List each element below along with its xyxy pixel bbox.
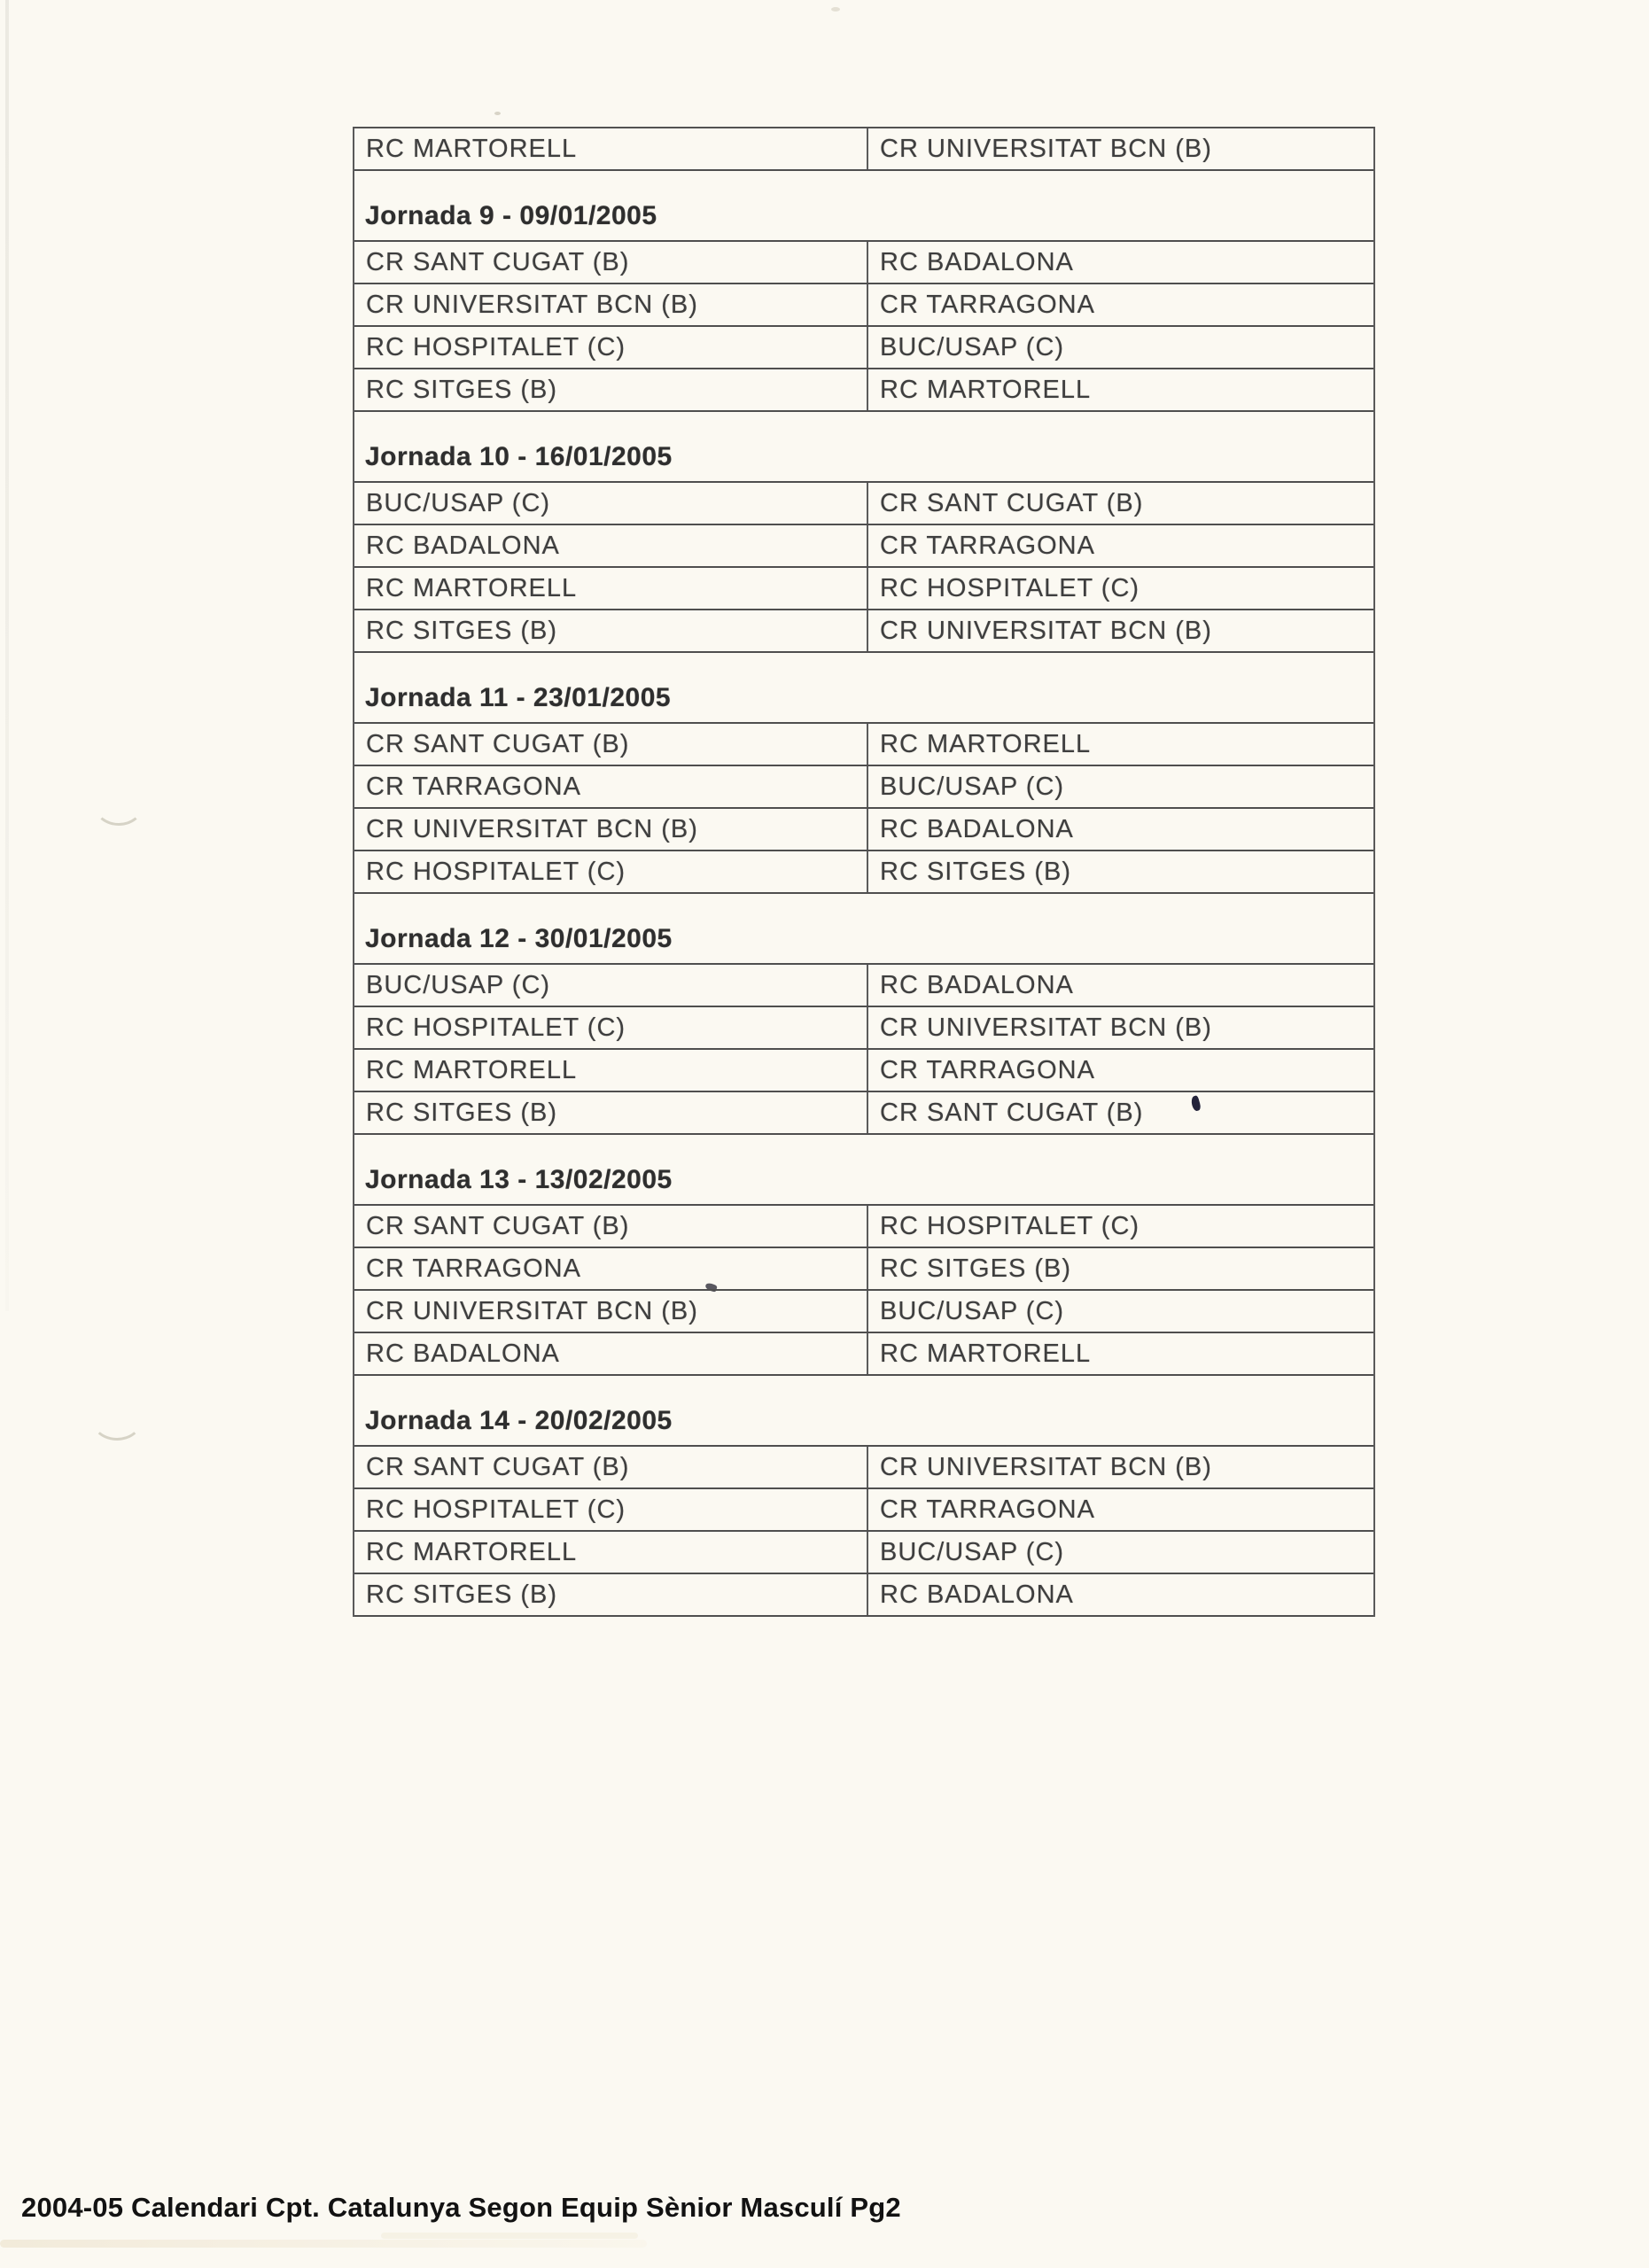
page-footer-caption: 2004-05 Calendari Cpt. Catalunya Segon Equip Sènior Masculí Pg2	[21, 2192, 901, 2223]
away-team-cell: RC MARTORELL	[880, 1339, 1092, 1368]
match-row	[354, 1092, 1373, 1135]
away-team-cell: RC SITGES (B)	[880, 1254, 1072, 1283]
home-team-cell: RC SITGES (B)	[354, 1574, 868, 1615]
home-team-cell: CR UNIVERSITAT BCN (B)	[354, 809, 868, 850]
pencil-mark-arc-2	[91, 1398, 143, 1441]
home-team-cell: CR TARRAGONA	[354, 766, 868, 807]
match-row	[354, 327, 1373, 369]
home-team-cell: CR SANT CUGAT (B)	[354, 1447, 868, 1487]
fixture-table	[353, 127, 1375, 1617]
match-row	[354, 851, 1373, 894]
away-team-cell: CR TARRAGONA	[880, 290, 1095, 319]
home-team-cell: RC SITGES (B)	[354, 1092, 868, 1133]
home-team-cell: RC HOSPITALET (C)	[354, 327, 868, 368]
home-team-cell: BUC/USAP (C)	[354, 483, 868, 524]
away-team-cell: RC SITGES (B)	[880, 857, 1072, 886]
home-team-cell: CR SANT CUGAT (B)	[354, 242, 868, 283]
home-team-cell: CR SANT CUGAT (B)	[354, 1206, 868, 1247]
away-team-cell: RC BADALONA	[880, 247, 1074, 276]
away-team-cell: CR SANT CUGAT (B)	[880, 1098, 1144, 1127]
match-row	[354, 1291, 1373, 1333]
dust-speck-1	[494, 112, 501, 115]
home-team-cell: BUC/USAP (C)	[354, 965, 868, 1006]
pencil-mark-arc-1	[94, 785, 144, 826]
away-team-cell: RC HOSPITALET (C)	[880, 1211, 1140, 1240]
match-row	[354, 1532, 1373, 1574]
away-team-cell: RC BADALONA	[880, 814, 1074, 843]
home-team-cell: RC HOSPITALET (C)	[354, 1489, 868, 1530]
match-row	[354, 284, 1373, 327]
away-team-cell: CR UNIVERSITAT BCN (B)	[880, 616, 1212, 645]
match-row	[354, 1248, 1373, 1291]
match-row	[354, 1050, 1373, 1092]
home-team-cell: RC MARTORELL	[354, 128, 868, 169]
dust-speck-2	[831, 7, 840, 12]
home-team-cell: CR UNIVERSITAT BCN (B)	[354, 1291, 868, 1332]
away-team-cell: RC HOSPITALET (C)	[880, 573, 1140, 602]
round-header-jornada-14: Jornada 14 - 20/02/2005	[354, 1376, 1373, 1447]
home-team-cell: RC HOSPITALET (C)	[354, 851, 868, 892]
home-team-cell: RC MARTORELL	[354, 568, 868, 609]
round-header-jornada-10: Jornada 10 - 16/01/2005	[354, 412, 1373, 483]
away-team-cell: RC MARTORELL	[880, 729, 1092, 758]
away-team-cell: CR TARRAGONA	[880, 1495, 1095, 1524]
away-team-cell: BUC/USAP (C)	[880, 1296, 1065, 1325]
home-team-cell: RC MARTORELL	[354, 1532, 868, 1573]
match-row	[354, 369, 1373, 412]
scan-smudge-bottom-2	[381, 2233, 638, 2239]
away-team-cell: BUC/USAP (C)	[880, 332, 1065, 361]
match-row	[354, 1489, 1373, 1532]
away-team-cell: RC BADALONA	[880, 970, 1074, 999]
away-team-cell: CR SANT CUGAT (B)	[880, 488, 1144, 517]
match-row	[354, 242, 1373, 284]
match-row	[354, 809, 1373, 851]
match-row	[354, 568, 1373, 610]
round-header-jornada-13: Jornada 13 - 13/02/2005	[354, 1135, 1373, 1206]
home-team-cell: RC MARTORELL	[354, 1050, 868, 1091]
match-row	[354, 1333, 1373, 1376]
match-row	[354, 766, 1373, 809]
match-row	[354, 1206, 1373, 1248]
away-team-cell: CR UNIVERSITAT BCN (B)	[880, 134, 1212, 163]
home-team-cell: RC HOSPITALET (C)	[354, 1007, 868, 1048]
away-team-cell: CR UNIVERSITAT BCN (B)	[880, 1452, 1212, 1481]
match-row	[354, 610, 1373, 653]
scan-edge-shadow	[5, 0, 9, 1311]
away-team-cell: RC BADALONA	[880, 1580, 1074, 1609]
match-row	[354, 724, 1373, 766]
home-team-cell: RC SITGES (B)	[354, 610, 868, 651]
match-row	[354, 1574, 1373, 1617]
match-row	[354, 483, 1373, 525]
home-team-cell: RC SITGES (B)	[354, 369, 868, 410]
match-row	[354, 965, 1373, 1007]
match-row	[354, 525, 1373, 568]
match-row	[354, 128, 1373, 171]
round-header-jornada-11: Jornada 11 - 23/01/2005	[354, 653, 1373, 724]
home-team-cell: RC BADALONA	[354, 525, 868, 566]
away-team-cell: RC MARTORELL	[880, 375, 1092, 404]
home-team-cell: CR SANT CUGAT (B)	[354, 724, 868, 765]
home-team-cell: RC BADALONA	[354, 1333, 868, 1374]
round-header-jornada-9: Jornada 9 - 09/01/2005	[354, 171, 1373, 242]
match-row	[354, 1447, 1373, 1489]
scan-smudge-bottom	[0, 2240, 647, 2248]
away-team-cell: CR TARRAGONA	[880, 1055, 1095, 1084]
round-header-jornada-12: Jornada 12 - 30/01/2005	[354, 894, 1373, 965]
away-team-cell: BUC/USAP (C)	[880, 1537, 1065, 1566]
away-team-cell: CR TARRAGONA	[880, 531, 1095, 560]
home-team-cell: CR UNIVERSITAT BCN (B)	[354, 284, 868, 325]
match-row	[354, 1007, 1373, 1050]
away-team-cell: CR UNIVERSITAT BCN (B)	[880, 1013, 1212, 1042]
away-team-cell: BUC/USAP (C)	[880, 772, 1065, 801]
home-team-cell: CR TARRAGONA	[354, 1248, 868, 1289]
